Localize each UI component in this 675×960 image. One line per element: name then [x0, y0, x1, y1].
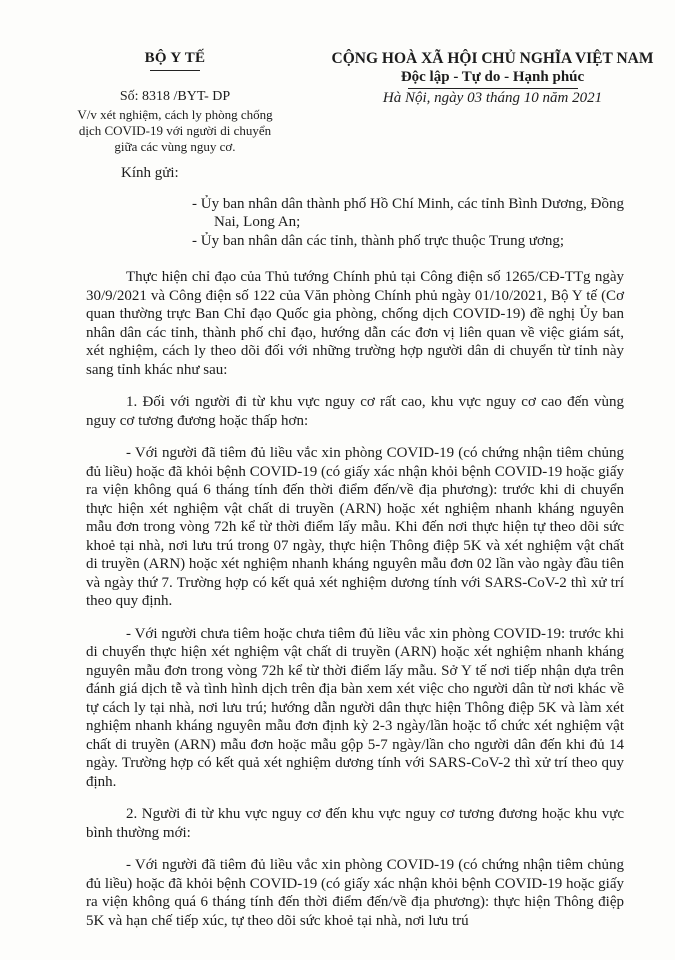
section-1-vaccinated: - Với người đã tiêm đủ liều vắc xin phòng COVID-19 (có chứng nhận tiêm chủng đủ liều) hoặc đã khỏi bệnh COVID-19 (có giấy xác nhận khỏi bệnh COVID-19 hoặc giấy ra viện không quá 6 tháng tính đến thời điểm đến/về địa phương): trước khi di chuyển thực hiện xét nghiệm vật chất di truyền (ARN) hoặc xét nghiệm nhanh kháng nguyên mẫu đơn trong vòng 72h kể từ thời điểm lấy mẫu. Khi đến nơi thực hiện tự theo dõi sức khoẻ tại nhà, nơi lưu trú trong 07 ngày, thực hiện Thông điệp 5K và xét nghiệm vật chất di truyền (ARN) hoặc xét nghiệm nhanh kháng nguyên mẫu đơn 02 lần vào ngày đầu tiên và ngày thứ 7. Trường hợp có kết quả xét nghiệm dương tính với SARS-CoV-2 thì xử trí theo quy định.	[86, 445, 624, 609]
recipient-item: - Ủy ban nhân dân thành phố Hồ Chí Minh, các tỉnh Bình Dương, Đồng Nai, Long An;	[192, 195, 624, 230]
document-subject	[60, 107, 290, 155]
national-header	[330, 50, 655, 107]
section-1-heading: 1. Đối với người đi từ khu vực nguy cơ rất cao, khu vực nguy cơ cao đến vùng nguy cơ tương đương hoặc thấp hơn:	[86, 394, 624, 429]
greeting: Kính gửi:	[121, 165, 179, 181]
subject-line: dịch COVID-19 với người di chuyển	[78, 123, 272, 138]
section-1-unvaccinated: - Với người chưa tiêm hoặc chưa tiêm đủ liều vắc xin phòng COVID-19: trước khi di chuyển thực hiện xét nghiệm vật chất di truyền (ARN) hoặc xét nghiệm nhanh kháng nguyên mẫu đơn trong vòng 72h kể từ thời điểm lấy mẫu. Sở Y tế nơi tiếp nhận dựa trên đánh giá dịch tễ và tình hình dịch trên địa bàn xem xét việc cho người dân từ nơi khác về tự cách ly tại nhà, nơi lưu trú; hướng dẫn người dân thực hiện Thông điệp 5K và làm xét nghiệm nhanh kháng nguyên mẫu đơn định kỳ 2-3 ngày/lần hoặc tổ chức xét nghiệm vật chất di truyền (ARN) mẫu đơn hoặc mẫu gộp 5-7 ngày/lần cho người dân đến khi đủ 14 ngày. Trường hợp có kết quả xét nghiệm dương tính với SARS-CoV-2 thì xử trí theo quy định.	[86, 625, 624, 790]
national-title: CỘNG HOÀ XÃ HỘI CHỦ NGHĨA VIỆT NAM	[331, 50, 654, 67]
place-date: Hà Nội, ngày 03 tháng 10 năm 2021	[382, 90, 603, 106]
document-body	[86, 164, 624, 930]
recipient-item: - Ủy ban nhân dân các tỉnh, thành phố trực thuộc Trung ương;	[192, 232, 565, 249]
subject-line: giữa các vùng nguy cơ.	[114, 139, 236, 154]
intro-paragraph: Thực hiện chỉ đạo của Thủ tướng Chính phủ tại Công điện số 1265/CĐ-TTg ngày 30/9/2021 và Công điện số 122 của Văn phòng Chính phủ ngày 01/10/2021, Bộ Y tế (Cơ quan thường trực Ban Chỉ đạo Quốc gia phòng, chống dịch COVID-19) đề nghị Ủy ban nhân dân các tỉnh, thành phố chỉ đạo, hướng dẫn các đơn vị liên quan về việc giám sát, xét nghiệm, cách ly theo dõi đối với những trường hợp người dân di chuyển từ tỉnh này sang tỉnh khác như sau:	[86, 269, 624, 378]
agency-underline	[150, 70, 200, 71]
motto-underline	[408, 88, 578, 89]
section-2-vaccinated: - Với người đã tiêm đủ liều vắc xin phòng COVID-19 (có chứng nhận tiêm chủng đủ liều) hoặc đã khỏi bệnh COVID-19 (có giấy xác nhận khỏi bệnh COVID-19 hoặc giấy ra viện không quá 6 tháng tính đến thời điểm đến/về địa phương): thực hiện Thông điệp 5K và hạn chế tiếp xúc, tự theo dõi sức khoẻ tại nhà, nơi lưu trú	[86, 857, 624, 929]
subject-line: V/v xét nghiệm, cách ly phòng chống	[77, 107, 273, 122]
section-2-heading: 2. Người đi từ khu vực nguy cơ đến khu vực nguy cơ tương đương hoặc khu vực bình thường mới:	[86, 806, 624, 841]
national-motto: Độc lập - Tự do - Hạnh phúc	[400, 69, 585, 85]
issuer-block	[60, 50, 290, 155]
document-number: Số: 8318 /BYT- DP	[119, 89, 231, 104]
agency-name: BỘ Y TẾ	[144, 50, 206, 66]
